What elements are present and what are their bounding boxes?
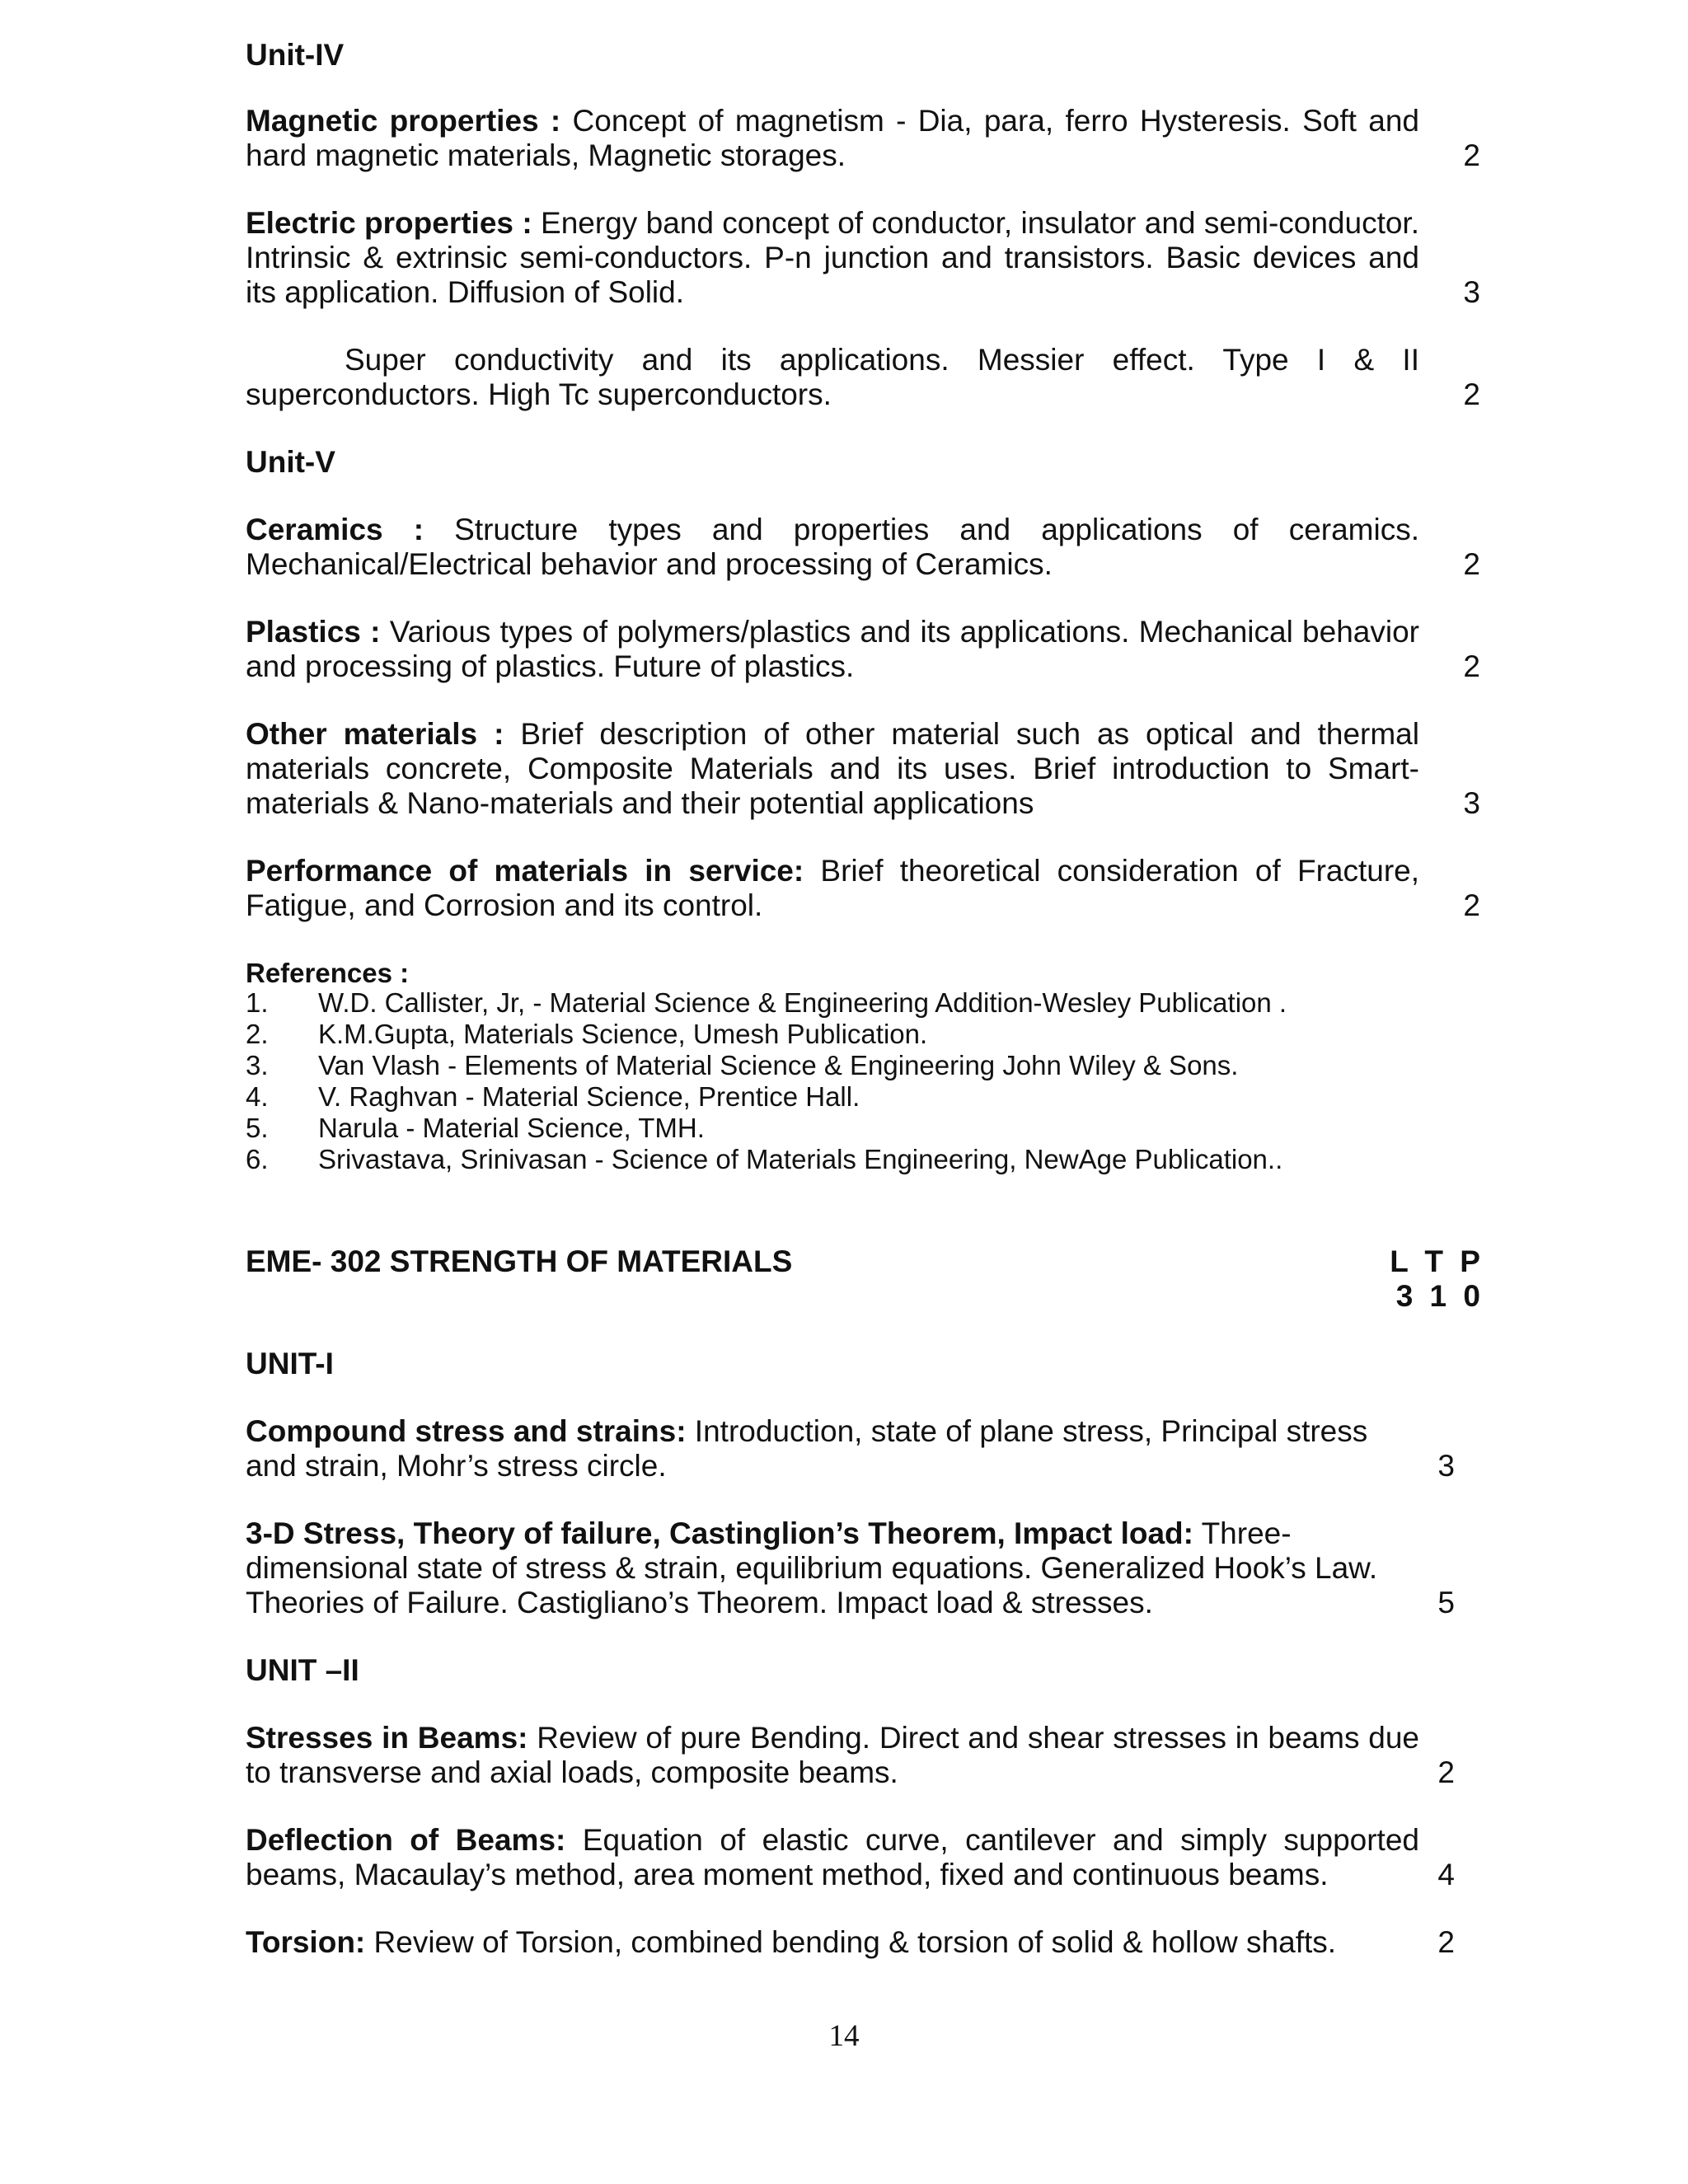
lecture-hours: 3 <box>1437 1449 1455 1483</box>
reference-item <box>246 1113 1287 1144</box>
topic-title: Magnetic properties : <box>246 104 561 138</box>
lecture-hours: 3 <box>1463 786 1480 820</box>
topic-text: Review of Torsion, combined bending & torsion of solid & hollow shafts. <box>365 1925 1337 1959</box>
reference-text: K.M.Gupta, Materials Science, Umesh Publication. <box>318 1019 928 1049</box>
reference-number: 2. <box>246 1019 269 1049</box>
reference-text: V. Raghvan - Material Science, Prentice Hall. <box>318 1081 860 1112</box>
references-list <box>246 987 1287 1175</box>
topic-text: Review of pure Bending. Direct and shear stresses in beams due to transverse and axial loads, composite beams. <box>246 1721 1420 1789</box>
topic-text: Various types of polymers/plastics and its applications. Mechanical behavior and processing of plastics. Future of plastics. <box>246 615 1419 683</box>
performance-paragraph <box>246 854 1419 923</box>
reference-item <box>246 1019 1287 1050</box>
page-number: 14 <box>828 2019 860 2053</box>
topic-text: Brief description of other material such as optical and thermal materials concrete, Composite Materials and its uses. Brief introduction to Smart-materials & Nano-materials and their potential applications <box>246 717 1419 820</box>
ceramics-paragraph <box>246 513 1419 582</box>
topic-text: Concept of magnetism - Dia, para, ferro Hysteresis. Soft and hard magnetic materials, Magnetic storages. <box>246 104 1419 172</box>
lecture-hours: 5 <box>1437 1586 1455 1619</box>
lecture-hours: 3 <box>1463 275 1480 309</box>
topic-title: Torsion: <box>246 1925 366 1959</box>
reference-number: 3. <box>246 1050 269 1080</box>
reference-item <box>246 1144 1287 1175</box>
topic-title: 3-D Stress, Theory of failure, Castinglion’s Theorem, Impact load: <box>246 1516 1193 1550</box>
topic-title: Compound stress and strains: <box>246 1414 687 1448</box>
topic-text: Equation of elastic curve, cantilever and simply supported beams, Macaulay’s method, area moment method, fixed and continuous beams. <box>246 1823 1419 1891</box>
reference-item <box>246 1081 1287 1113</box>
topic-title: Performance of materials in service: <box>246 854 804 888</box>
reference-number: 1. <box>246 987 269 1018</box>
reference-number: 5. <box>246 1113 269 1143</box>
ltp-value: 3 1 0 <box>1395 1279 1480 1313</box>
reference-item <box>246 987 1287 1019</box>
lecture-hours: 2 <box>1437 1755 1455 1789</box>
magnetic-properties-paragraph <box>246 104 1419 173</box>
topic-title: Plastics : <box>246 615 381 649</box>
unit-i-heading: UNIT-I <box>246 1347 334 1380</box>
references-heading: References : <box>246 958 410 988</box>
compound-stress-paragraph <box>246 1414 1416 1483</box>
electric-properties-paragraph <box>246 206 1419 310</box>
stresses-in-beams-paragraph <box>246 1721 1419 1790</box>
topic-title: Electric properties : <box>246 206 532 240</box>
reference-item <box>246 1050 1287 1081</box>
torsion-paragraph <box>246 1925 1419 1960</box>
3d-stress-paragraph <box>246 1516 1391 1620</box>
ltp-label: L T P <box>1390 1244 1480 1278</box>
lecture-hours: 4 <box>1437 1858 1455 1891</box>
topic-title: Stresses in Beams: <box>246 1721 528 1755</box>
plastics-paragraph <box>246 615 1419 684</box>
reference-text: Narula - Material Science, TMH. <box>318 1113 705 1143</box>
superconductivity-paragraph <box>246 343 1419 412</box>
unit-v-heading: Unit-V <box>246 445 335 479</box>
lecture-hours: 2 <box>1463 649 1480 683</box>
unit-iv-heading: Unit-IV <box>246 38 345 72</box>
topic-title: Ceramics : <box>246 513 424 546</box>
lecture-hours: 2 <box>1437 1925 1455 1959</box>
topic-text: Energy band concept of conductor, insulator and semi-conductor. Intrinsic & extrinsic semi-conductors. P-n junction and transistors. Basic devices and its application. Diffusion of Solid. <box>246 206 1419 309</box>
lecture-hours: 2 <box>1463 888 1480 922</box>
topic-text: Introduction, state of plane stress, Principal stress and strain, Mohr’s stress circle. <box>246 1414 1368 1483</box>
topic-text: Three-dimensional state of stress & strain, equilibrium equations. Generalized Hook’s Law. Theories of Failure. Castigliano’s Theorem. Impact load & stresses. <box>246 1516 1378 1619</box>
unit-ii-heading: UNIT –II <box>246 1653 359 1687</box>
reference-number: 6. <box>246 1144 269 1174</box>
course-title: EME- 302 STRENGTH OF MATERIALS <box>246 1244 793 1278</box>
reference-text: Van Vlash - Elements of Material Science & Engineering John Wiley & Sons. <box>318 1050 1239 1080</box>
topic-text: Structure types and properties and applications of ceramics. Mechanical/Electrical behavior and processing of Ceramics. <box>246 513 1419 581</box>
other-materials-paragraph <box>246 717 1419 821</box>
topic-title: Deflection of Beams: <box>246 1823 566 1857</box>
lecture-hours: 2 <box>1463 547 1480 581</box>
lecture-hours: 2 <box>1463 138 1480 172</box>
deflection-of-beams-paragraph <box>246 1823 1419 1892</box>
reference-text: Srivastava, Srinivasan - Science of Materials Engineering, NewAge Publication.. <box>318 1144 1283 1174</box>
topic-text: Super conductivity and its applications. Messier effect. Type I & II superconductors. High Tc superconductors. <box>246 343 1419 411</box>
reference-number: 4. <box>246 1081 269 1112</box>
topic-text: Brief theoretical consideration of Fracture, Fatigue, and Corrosion and its control. <box>246 854 1420 922</box>
lecture-hours: 2 <box>1463 377 1480 411</box>
reference-text: W.D. Callister, Jr, - Material Science & Engineering Addition-Wesley Publication . <box>318 987 1287 1018</box>
topic-title: Other materials : <box>246 717 504 751</box>
